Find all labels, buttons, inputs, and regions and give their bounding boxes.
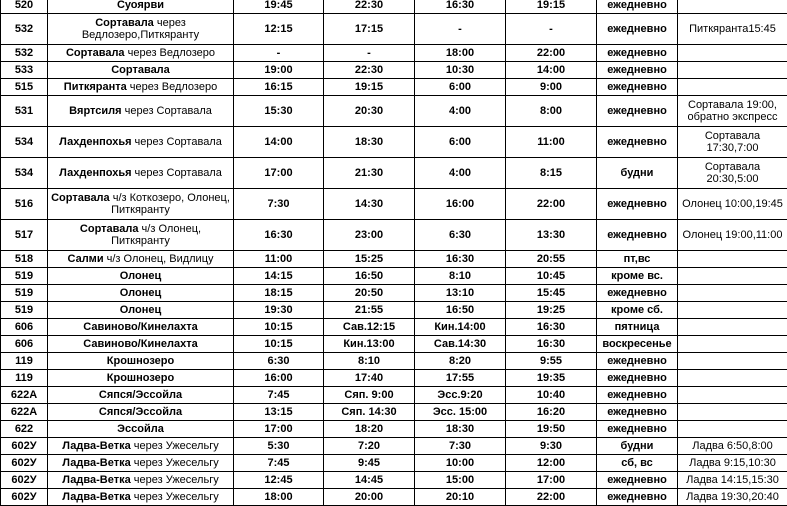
destination-name: Сортавала	[51, 192, 110, 204]
route-via: ч/з Олонец, Видлицу	[104, 253, 214, 265]
operating-days-cell: ежедневно	[597, 79, 678, 96]
note-cell	[678, 0, 787, 14]
return-departure-time-cell: 16:30	[415, 0, 506, 14]
route-number-cell: 119	[1, 370, 48, 387]
note-cell: Олонец 19:00,11:00	[678, 220, 787, 251]
departure-time-cell: 19:30	[234, 302, 324, 319]
return-departure-time-cell: 20:10	[415, 489, 506, 506]
departure-time-cell: 14:00	[234, 127, 324, 158]
return-departure-time-cell: Эсс. 15:00	[415, 404, 506, 421]
route-cell	[48, 251, 234, 268]
return-arrival-time-cell: 22:00	[506, 189, 597, 220]
departure-time-cell: 18:15	[234, 285, 324, 302]
route-via: через Ведлозеро	[125, 47, 215, 59]
departure-time-cell: 13:15	[234, 404, 324, 421]
destination-name: Олонец	[120, 304, 162, 316]
departure-time-cell: 17:00	[234, 158, 324, 189]
route-cell	[48, 353, 234, 370]
note-cell	[678, 370, 787, 387]
arrival-time-cell: 23:00	[324, 220, 415, 251]
departure-time-cell: 16:30	[234, 220, 324, 251]
departure-time-cell: 10:15	[234, 336, 324, 353]
destination-name: Олонец	[120, 270, 162, 282]
route-cell	[48, 158, 234, 189]
table-row	[1, 472, 787, 489]
route-cell	[48, 0, 234, 14]
destination-name: Сяпся/Эссойла	[99, 406, 182, 418]
route-number-cell: 532	[1, 45, 48, 62]
destination-name: Питкяранта	[64, 81, 127, 93]
arrival-time-cell: 9:45	[324, 455, 415, 472]
route-cell	[48, 489, 234, 506]
return-departure-time-cell: 15:00	[415, 472, 506, 489]
operating-days-cell: ежедневно	[597, 421, 678, 438]
note-cell	[678, 404, 787, 421]
operating-days-cell: ежедневно	[597, 127, 678, 158]
destination-name: Эссойла	[117, 423, 164, 435]
route-cell	[48, 62, 234, 79]
arrival-time-cell: 18:30	[324, 127, 415, 158]
arrival-time-cell: 21:55	[324, 302, 415, 319]
route-cell	[48, 127, 234, 158]
table-row	[1, 438, 787, 455]
departure-time-cell: 16:00	[234, 370, 324, 387]
arrival-time-cell: 17:15	[324, 14, 415, 45]
arrival-time-cell: 16:50	[324, 268, 415, 285]
arrival-time-cell: 21:30	[324, 158, 415, 189]
operating-days-cell: кроме вс.	[597, 268, 678, 285]
destination-name: Ладва-Ветка	[62, 440, 130, 452]
arrival-time-cell: 19:15	[324, 79, 415, 96]
arrival-time-cell: 22:30	[324, 62, 415, 79]
destination-name: Вяртсиля	[69, 105, 121, 117]
table-row	[1, 0, 787, 14]
departure-time-cell: 14:15	[234, 268, 324, 285]
destination-name: Лахденпохья	[59, 136, 131, 148]
operating-days-cell: сб, вс	[597, 455, 678, 472]
route-via: через Ужесельгу	[131, 474, 219, 486]
return-departure-time-cell: Эсс.9:20	[415, 387, 506, 404]
note-cell: Ладва 14:15,15:30	[678, 472, 787, 489]
destination-name: Сортавала	[95, 17, 154, 29]
return-departure-time-cell: 8:20	[415, 353, 506, 370]
note-cell: Ладва 19:30,20:40	[678, 489, 787, 506]
departure-time-cell: 7:45	[234, 387, 324, 404]
route-via: через Ужесельгу	[131, 440, 219, 452]
table-row	[1, 370, 787, 387]
route-number-cell: 515	[1, 79, 48, 96]
destination-name: Суоярви	[117, 0, 164, 11]
route-cell	[48, 387, 234, 404]
route-number-cell: 119	[1, 353, 48, 370]
table-row	[1, 127, 787, 158]
destination-name: Сортавала	[66, 47, 125, 59]
return-arrival-time-cell: 9:55	[506, 353, 597, 370]
table-row	[1, 421, 787, 438]
return-arrival-time-cell: 16:30	[506, 336, 597, 353]
operating-days-cell: ежедневно	[597, 189, 678, 220]
table-row	[1, 489, 787, 506]
departure-time-cell: 18:00	[234, 489, 324, 506]
destination-name: Олонец	[120, 287, 162, 299]
route-number-cell: 622А	[1, 387, 48, 404]
note-cell	[678, 421, 787, 438]
table-row	[1, 96, 787, 127]
table-row	[1, 336, 787, 353]
return-departure-time-cell: 18:30	[415, 421, 506, 438]
return-departure-time-cell: Кин.14:00	[415, 319, 506, 336]
destination-name: Савиново/Кинелахта	[83, 321, 197, 333]
return-arrival-time-cell: 17:00	[506, 472, 597, 489]
return-departure-time-cell: 17:55	[415, 370, 506, 387]
route-number-cell: 602У	[1, 489, 48, 506]
table-row	[1, 404, 787, 421]
operating-days-cell: будни	[597, 438, 678, 455]
return-arrival-time-cell: 22:00	[506, 489, 597, 506]
note-cell	[678, 62, 787, 79]
route-via: через Сортавала	[132, 136, 222, 148]
arrival-time-cell: 7:20	[324, 438, 415, 455]
route-number-cell: 602У	[1, 438, 48, 455]
table-row	[1, 353, 787, 370]
route-number-cell: 519	[1, 302, 48, 319]
route-number-cell: 516	[1, 189, 48, 220]
return-departure-time-cell: 4:00	[415, 96, 506, 127]
route-cell	[48, 370, 234, 387]
route-number-cell: 520	[1, 0, 48, 14]
return-arrival-time-cell: 10:40	[506, 387, 597, 404]
route-number-cell: 518	[1, 251, 48, 268]
route-cell	[48, 472, 234, 489]
note-cell	[678, 285, 787, 302]
table-row	[1, 302, 787, 319]
route-cell	[48, 302, 234, 319]
operating-days-cell: ежедневно	[597, 370, 678, 387]
return-departure-time-cell: 16:30	[415, 251, 506, 268]
table-row	[1, 268, 787, 285]
route-cell	[48, 336, 234, 353]
route-number-cell: 534	[1, 127, 48, 158]
route-cell	[48, 438, 234, 455]
destination-name: Лахденпохья	[59, 167, 131, 179]
table-row	[1, 455, 787, 472]
note-cell: Сортавала 20:30,5:00	[678, 158, 787, 189]
return-departure-time-cell: -	[415, 14, 506, 45]
destination-name: Ладва-Ветка	[62, 457, 130, 469]
note-cell	[678, 387, 787, 404]
return-arrival-time-cell: 16:30	[506, 319, 597, 336]
return-arrival-time-cell: 9:30	[506, 438, 597, 455]
note-cell	[678, 353, 787, 370]
route-number-cell: 622	[1, 421, 48, 438]
arrival-time-cell: Сяп. 9:00	[324, 387, 415, 404]
operating-days-cell: ежедневно	[597, 14, 678, 45]
route-cell	[48, 220, 234, 251]
departure-time-cell: 7:30	[234, 189, 324, 220]
return-departure-time-cell: 10:00	[415, 455, 506, 472]
route-cell	[48, 96, 234, 127]
route-number-cell: 602У	[1, 455, 48, 472]
route-number-cell: 531	[1, 96, 48, 127]
return-arrival-time-cell: 19:35	[506, 370, 597, 387]
route-via: через Сортавала	[132, 167, 222, 179]
destination-name: Сортавала	[80, 223, 139, 235]
return-arrival-time-cell: 19:50	[506, 421, 597, 438]
return-arrival-time-cell: 11:00	[506, 127, 597, 158]
destination-name: Сяпся/Эссойла	[99, 389, 182, 401]
note-cell	[678, 302, 787, 319]
arrival-time-cell: 18:20	[324, 421, 415, 438]
destination-name: Крошнозеро	[107, 372, 174, 384]
route-number-cell: 606	[1, 319, 48, 336]
route-via: через Ведлозеро,Питкяранту	[82, 17, 199, 41]
departure-time-cell: 15:30	[234, 96, 324, 127]
return-arrival-time-cell: 8:15	[506, 158, 597, 189]
note-cell	[678, 268, 787, 285]
return-departure-time-cell: 16:00	[415, 189, 506, 220]
table-row	[1, 220, 787, 251]
timetable-body	[1, 0, 787, 506]
return-departure-time-cell: 13:10	[415, 285, 506, 302]
route-number-cell: 517	[1, 220, 48, 251]
arrival-time-cell: 15:25	[324, 251, 415, 268]
note-cell: Ладва 9:15,10:30	[678, 455, 787, 472]
arrival-time-cell: 20:50	[324, 285, 415, 302]
note-cell	[678, 45, 787, 62]
arrival-time-cell: Сав.12:15	[324, 319, 415, 336]
return-arrival-time-cell: 22:00	[506, 45, 597, 62]
return-departure-time-cell: 8:10	[415, 268, 506, 285]
return-arrival-time-cell: 19:25	[506, 302, 597, 319]
departure-time-cell: 5:30	[234, 438, 324, 455]
note-cell	[678, 319, 787, 336]
route-cell	[48, 79, 234, 96]
return-departure-time-cell: 10:30	[415, 62, 506, 79]
return-departure-time-cell: 16:50	[415, 302, 506, 319]
departure-time-cell: 11:00	[234, 251, 324, 268]
operating-days-cell: ежедневно	[597, 0, 678, 14]
return-departure-time-cell: Сав.14:30	[415, 336, 506, 353]
arrival-time-cell: Кин.13:00	[324, 336, 415, 353]
note-cell: Сортавала 17:30,7:00	[678, 127, 787, 158]
route-number-cell: 602У	[1, 472, 48, 489]
return-departure-time-cell: 6:00	[415, 127, 506, 158]
return-arrival-time-cell: 15:45	[506, 285, 597, 302]
return-arrival-time-cell: 20:55	[506, 251, 597, 268]
departure-time-cell: 12:15	[234, 14, 324, 45]
destination-name: Салми	[68, 253, 104, 265]
note-cell: Сортавала 19:00, обратно экспресс	[678, 96, 787, 127]
route-number-cell: 533	[1, 62, 48, 79]
return-departure-time-cell: 4:00	[415, 158, 506, 189]
note-cell	[678, 79, 787, 96]
return-departure-time-cell: 18:00	[415, 45, 506, 62]
route-cell	[48, 45, 234, 62]
operating-days-cell: пт,вс	[597, 251, 678, 268]
departure-time-cell: 16:15	[234, 79, 324, 96]
arrival-time-cell: Сяп. 14:30	[324, 404, 415, 421]
departure-time-cell: 19:45	[234, 0, 324, 14]
return-arrival-time-cell: 16:20	[506, 404, 597, 421]
operating-days-cell: ежедневно	[597, 285, 678, 302]
note-cell	[678, 251, 787, 268]
return-arrival-time-cell: 8:00	[506, 96, 597, 127]
departure-time-cell: 6:30	[234, 353, 324, 370]
route-number-cell: 519	[1, 268, 48, 285]
operating-days-cell: пятница	[597, 319, 678, 336]
operating-days-cell: ежедневно	[597, 472, 678, 489]
departure-time-cell: -	[234, 45, 324, 62]
table-row	[1, 319, 787, 336]
arrival-time-cell: 20:00	[324, 489, 415, 506]
operating-days-cell: ежедневно	[597, 45, 678, 62]
table-row	[1, 189, 787, 220]
destination-name: Савиново/Кинелахта	[83, 338, 197, 350]
destination-name: Сортавала	[111, 64, 170, 76]
table-row	[1, 79, 787, 96]
route-via: через Ужесельгу	[131, 457, 219, 469]
table-row	[1, 62, 787, 79]
route-cell	[48, 421, 234, 438]
arrival-time-cell: 8:10	[324, 353, 415, 370]
return-departure-time-cell: 7:30	[415, 438, 506, 455]
route-via: ч/з Олонец, Питкяранту	[111, 223, 201, 247]
arrival-time-cell: 14:30	[324, 189, 415, 220]
departure-time-cell: 12:45	[234, 472, 324, 489]
departure-time-cell: 10:15	[234, 319, 324, 336]
note-cell	[678, 336, 787, 353]
destination-name: Ладва-Ветка	[62, 491, 130, 503]
table-row	[1, 45, 787, 62]
departure-time-cell: 7:45	[234, 455, 324, 472]
arrival-time-cell: -	[324, 45, 415, 62]
table-row	[1, 285, 787, 302]
operating-days-cell: ежедневно	[597, 62, 678, 79]
return-arrival-time-cell: 9:00	[506, 79, 597, 96]
operating-days-cell: будни	[597, 158, 678, 189]
departure-time-cell: 17:00	[234, 421, 324, 438]
destination-name: Ладва-Ветка	[62, 474, 130, 486]
destination-name: Крошнозеро	[107, 355, 174, 367]
route-number-cell: 519	[1, 285, 48, 302]
table-row	[1, 251, 787, 268]
return-arrival-time-cell: 19:15	[506, 0, 597, 14]
route-cell	[48, 189, 234, 220]
departure-time-cell: 19:00	[234, 62, 324, 79]
return-arrival-time-cell: 14:00	[506, 62, 597, 79]
operating-days-cell: ежедневно	[597, 489, 678, 506]
return-arrival-time-cell: -	[506, 14, 597, 45]
route-via: через Ведлозеро	[127, 81, 217, 93]
operating-days-cell: ежедневно	[597, 220, 678, 251]
route-cell	[48, 14, 234, 45]
arrival-time-cell: 20:30	[324, 96, 415, 127]
note-cell: Питкяранта15:45	[678, 14, 787, 45]
route-cell	[48, 404, 234, 421]
route-number-cell: 622А	[1, 404, 48, 421]
route-via: через Ужесельгу	[131, 491, 219, 503]
return-departure-time-cell: 6:00	[415, 79, 506, 96]
route-number-cell: 606	[1, 336, 48, 353]
route-via: через Сортавала	[122, 105, 212, 117]
arrival-time-cell: 17:40	[324, 370, 415, 387]
table-row	[1, 387, 787, 404]
route-cell	[48, 319, 234, 336]
route-number-cell: 534	[1, 158, 48, 189]
route-via: ч/з Коткозеро, Олонец, Питкяранту	[110, 192, 230, 216]
route-cell	[48, 285, 234, 302]
route-cell	[48, 268, 234, 285]
operating-days-cell: кроме сб.	[597, 302, 678, 319]
return-departure-time-cell: 6:30	[415, 220, 506, 251]
route-number-cell: 532	[1, 14, 48, 45]
return-arrival-time-cell: 13:30	[506, 220, 597, 251]
return-arrival-time-cell: 12:00	[506, 455, 597, 472]
operating-days-cell: ежедневно	[597, 353, 678, 370]
note-cell: Олонец 10:00,19:45	[678, 189, 787, 220]
operating-days-cell: ежедневно	[597, 387, 678, 404]
table-row	[1, 158, 787, 189]
operating-days-cell: ежедневно	[597, 96, 678, 127]
return-arrival-time-cell: 10:45	[506, 268, 597, 285]
route-cell	[48, 455, 234, 472]
arrival-time-cell: 22:30	[324, 0, 415, 14]
arrival-time-cell: 14:45	[324, 472, 415, 489]
note-cell: Ладва 6:50,8:00	[678, 438, 787, 455]
operating-days-cell: воскресенье	[597, 336, 678, 353]
operating-days-cell: ежедневно	[597, 404, 678, 421]
table-row	[1, 14, 787, 45]
